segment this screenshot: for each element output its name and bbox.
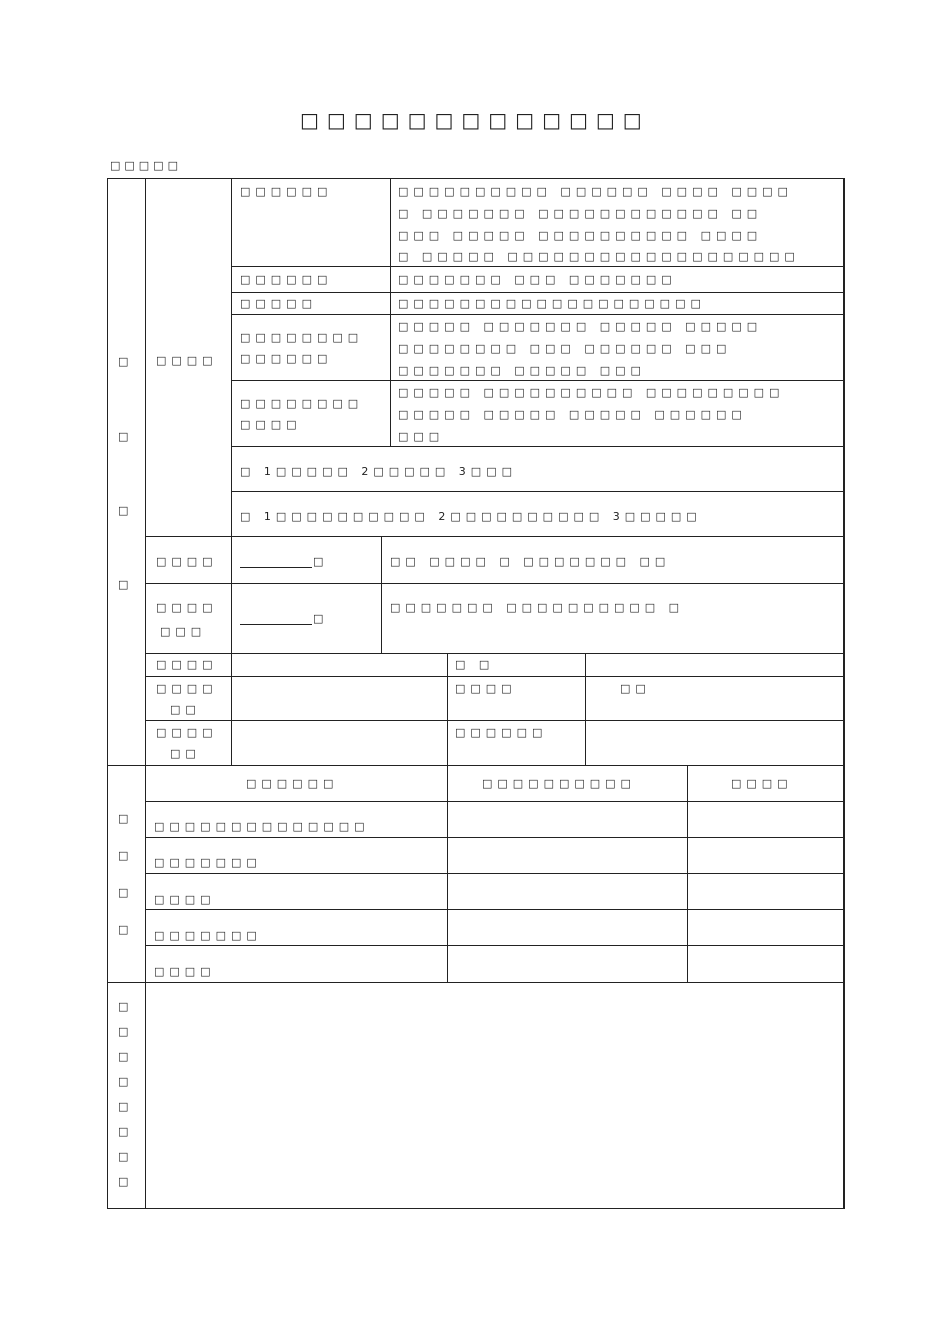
row-a-rest: □□ □□□□ □ □□□□□□□ □□: [390, 555, 671, 568]
row4-line0: □□□□□ □□□□□□□□□□ □□□□□□□□□: [398, 386, 785, 399]
section2-vertical-0: □: [118, 812, 129, 825]
row4-label-1: □□□□: [240, 418, 302, 431]
section2-header-0: □□□□□□: [246, 777, 339, 790]
section2-vertical-1: □: [118, 849, 129, 862]
row4-label-0: □□□□□□□□: [240, 397, 364, 410]
section2-vertical-2: □: [118, 886, 129, 899]
section2-header-2: □□□□: [731, 777, 793, 790]
section3-vertical-4: □: [118, 1100, 129, 1113]
section2-header-1: □□□□□□□□□□: [482, 777, 636, 790]
section1-label: □□□□: [156, 354, 218, 367]
row0-line2: □□□ □□□□□ □□□□□□□□□□ □□□□: [398, 229, 763, 242]
section1-vertical-0: □: [118, 355, 129, 368]
row-d-label-0: □□□□: [156, 682, 218, 695]
row3-label-1: □□□□□□: [240, 352, 333, 365]
section3-vertical-5: □: [118, 1125, 129, 1138]
section2-item-3: □□□□□□□: [154, 929, 262, 942]
row-b-label-1: □□□: [160, 625, 207, 638]
row3-line2: □□□□□□□ □□□□□ □□□: [398, 364, 646, 377]
section2-item-4: □□□□: [154, 965, 216, 978]
section3-vertical-2: □: [118, 1050, 129, 1063]
row3-label-0: □□□□□□□□: [240, 331, 364, 344]
row-d-label-1: □□: [170, 703, 201, 716]
section1-vertical-1: □: [118, 430, 129, 443]
row-c-label: □□□□: [156, 658, 218, 671]
section2-item-2: □□□□: [154, 893, 216, 906]
section3-vertical-3: □: [118, 1075, 129, 1088]
row2-label: □□□□□: [240, 297, 317, 310]
row1-line0: □□□□□□□ □□□ □□□□□□□: [398, 273, 677, 286]
form-top-label: □□□□□: [110, 159, 182, 172]
row-e-mid: □□□□□□: [455, 726, 548, 739]
section2-item-0: □□□□□□□□□□□□□□: [154, 820, 370, 833]
option-line-1: □ 1□□□□□ 2□□□□□ 3□□□: [240, 465, 517, 478]
row-b-suffix: □: [313, 612, 329, 625]
row0-label: □□□□□□: [240, 185, 333, 198]
section3-vertical-1: □: [118, 1025, 129, 1038]
row-a-label: □□□□: [156, 555, 218, 568]
row-a-suffix: □: [313, 555, 329, 568]
row-e-label-1: □□: [170, 747, 201, 760]
row-b-rest: □□□□□□□ □□□□□□□□□□ □: [390, 601, 685, 614]
section3-vertical-7: □: [118, 1175, 129, 1188]
section1-vertical-2: □: [118, 504, 129, 517]
row3-line0: □□□□□ □□□□□□□ □□□□□ □□□□□: [398, 320, 763, 333]
section1-vertical-3: □: [118, 578, 129, 591]
section2-item-1: □□□□□□□: [154, 856, 262, 869]
row4-line1: □□□□□ □□□□□ □□□□□ □□□□□□: [398, 408, 747, 421]
page-title: □□□□□□□□□□□□□: [300, 108, 650, 132]
row0-line3: □ □□□□□ □□□□□□□□□□□□□□□□□□□: [398, 250, 800, 263]
section3-vertical-6: □: [118, 1150, 129, 1163]
row3-line1: □□□□□□□□ □□□ □□□□□□ □□□: [398, 342, 732, 355]
row1-label: □□□□□□: [240, 273, 333, 286]
row-d-right: □□: [620, 682, 651, 695]
row-b-label-0: □□□□: [156, 601, 218, 614]
row4-line2: □□□: [398, 430, 445, 443]
row-d-mid: □□□□: [455, 682, 517, 695]
row2-line0: □□□□□□□□□□□□□□□□□□□□: [398, 297, 706, 310]
option-line-2: □ 1□□□□□□□□□□ 2□□□□□□□□□□ 3□□□□□: [240, 510, 702, 523]
section2-vertical-3: □: [118, 923, 129, 936]
row-c-mid: □ □: [455, 658, 495, 671]
section3-vertical-0: □: [118, 1000, 129, 1013]
row0-line0: □□□□□□□□□□ □□□□□□ □□□□ □□□□: [398, 185, 793, 198]
row0-line1: □ □□□□□□□ □□□□□□□□□□□□ □□: [398, 207, 763, 220]
row-e-label-0: □□□□: [156, 726, 218, 739]
